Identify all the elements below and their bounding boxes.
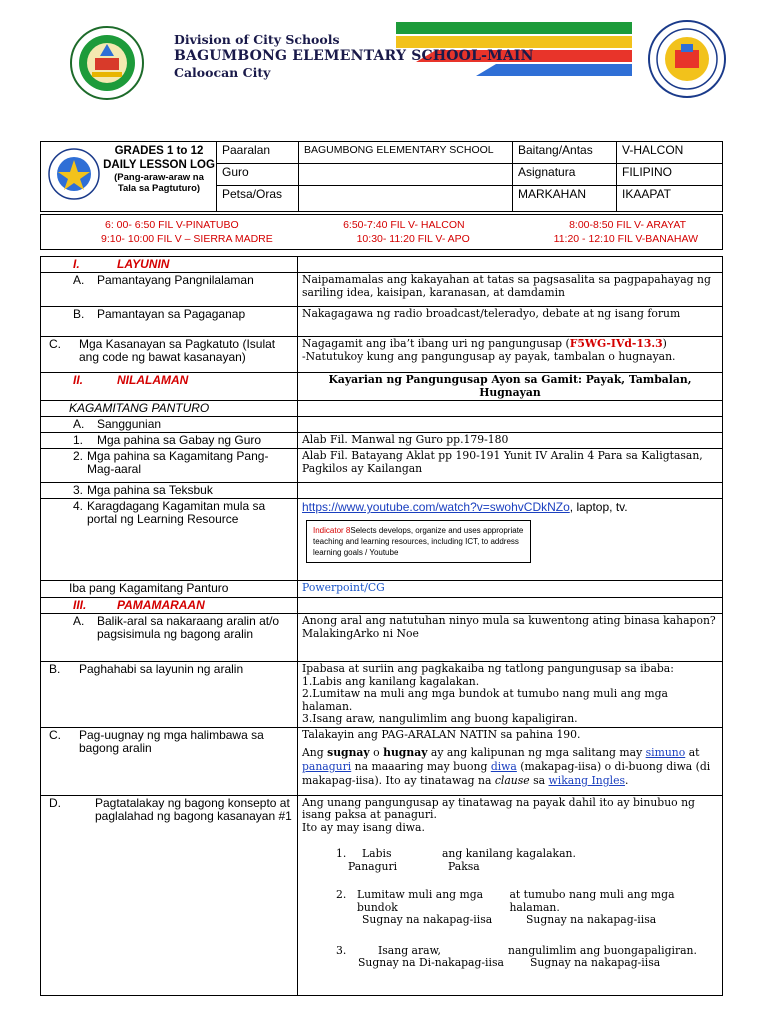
baitang-label: Baitang/Antas <box>513 142 617 164</box>
section-number: I. <box>73 257 80 271</box>
item-letter: D. <box>49 795 61 810</box>
youtube-link[interactable]: https://www.youtube.com/watch?v=swohvCDkNZo <box>302 500 570 514</box>
dll-header-table <box>40 141 723 212</box>
table-row <box>41 273 723 307</box>
indicator-key: Indicator 8 <box>313 525 351 535</box>
item-number: 4. <box>73 499 84 513</box>
schedule-slot: 8:00-8:50 FIL V- ARAYAT <box>569 219 686 231</box>
row-value <box>298 483 723 499</box>
dll-grades: GRADES 1 to 12 <box>114 145 204 157</box>
diwa-link[interactable]: diwa <box>490 760 517 773</box>
item-label: Pamantayan sa Pagaganap <box>97 307 246 321</box>
row-label <box>41 449 298 483</box>
text-run: . <box>625 774 629 787</box>
section-number: III. <box>73 598 87 612</box>
kasanayan-text-2: -Natutukoy kung ang pangungusap ay payak, tambalan o hugnayan. <box>302 349 676 363</box>
example-part-b: nangulimlim ang buongapaligiran. <box>508 943 697 957</box>
row-value: Powerpoint/CG <box>298 581 723 598</box>
kasanayan-paren: ) <box>662 337 667 350</box>
item-letter: A. <box>73 273 85 287</box>
item-label: Karagdagang Kagamitan mula sa portal ng Learning Resource <box>87 499 266 526</box>
example-2 <box>302 889 718 927</box>
list-item: 3.Isang araw, nangulimlim ang buong kapaligiran. <box>302 712 578 725</box>
table-row <box>41 662 723 728</box>
paghahabi-intro: Ipabasa at suriin ang pagkakaiba ng tatlong pangungusap sa ibaba: <box>302 662 674 675</box>
example-label-b: Sugnay na nakapag-iisa <box>526 913 657 926</box>
schedule-slot: 9:10- 10:00 FIL V – SIERRA MADRE <box>101 233 273 245</box>
example-label-b: Paksa <box>448 859 480 873</box>
row-label <box>41 257 298 273</box>
table-row <box>41 257 723 273</box>
list-item: 1.Labis ang kanilang kagalakan. <box>302 674 480 688</box>
item-label: Pag-uugnay ng mga halimbawa sa bagong aralin <box>79 727 264 755</box>
item-label: Mga pahina sa Kagamitang Pang-Mag-aaral <box>87 449 269 476</box>
row-label <box>41 598 298 614</box>
schedule-slot: 6:50-7:40 FIL V- HALCON <box>343 219 465 231</box>
text-run: na maaaring may buong <box>351 760 491 773</box>
schedule-row-2 <box>47 232 716 246</box>
example-3 <box>302 945 718 970</box>
pag-uugnay-intro: Talakayin ang PAG-ARALAN NATIN sa pahina 190. <box>302 727 581 741</box>
example-part-b: ang kanilang kagalakan. <box>442 847 576 860</box>
row-label: Iba pang Kagamitang Panturo <box>41 581 298 598</box>
dll-subtitle-1: (Pang-araw-araw na <box>114 172 204 183</box>
table-row <box>41 417 723 433</box>
row-value: Alab Fil. Batayang Aklat pp 190-191 Yunit IV Aralin 4 Para sa Kaligtasan, Pagkilos ay Kailangan <box>298 449 723 483</box>
table-row <box>41 373 723 401</box>
row-value: Naipamamalas ang kakayahan at tatas sa pagsasalita sa pagpapahayag ng sariling idea, kaisipan, karanasan, at damdamin <box>298 273 723 307</box>
item-letter: A. <box>73 417 85 431</box>
item-label: Balik-aral sa nakaraang aralin at/o pagsisimula ng bagong aralin <box>97 614 280 641</box>
table-row <box>41 483 723 499</box>
example-1 <box>302 848 718 873</box>
city-schools-seal-icon <box>648 20 726 98</box>
nilalaman-topic: Kayarian ng Pangungusap Ayon sa Gamit: Payak, Tambalan, Hugnayan <box>298 373 723 401</box>
example-label-b: Sugnay na nakapag-iisa <box>530 956 661 969</box>
item-letter: C. <box>49 337 61 351</box>
schedule-slot: 11:20 - 12:10 FIL V-BANAHAW <box>553 233 698 245</box>
dll-title-cell <box>41 142 217 212</box>
example-part-a: Labis <box>362 847 392 860</box>
item-label: Sanggunian <box>97 417 162 431</box>
row-label <box>41 337 298 373</box>
row-label <box>41 662 298 728</box>
table-row <box>41 307 723 337</box>
row-label <box>41 483 298 499</box>
table-row <box>41 337 723 373</box>
text-run: ay ang kalipunan ng mga salitang may <box>427 746 646 759</box>
schedule-cell <box>41 215 723 250</box>
row-label <box>41 373 298 401</box>
item-label: Mga pahina sa Gabay ng Guro <box>97 433 262 447</box>
table-row <box>41 598 723 614</box>
text-run: sa <box>529 774 549 787</box>
pagtatalakay-intro: Ang unang pangungusap ay tinatawag na payak dahil ito ay binubuo ng isang paksa at panaguri. <box>302 795 695 821</box>
row-label <box>41 499 298 581</box>
term-clause: clause <box>494 774 530 787</box>
dll-subtitle-2: Tala sa Pagtuturo) <box>117 183 201 194</box>
item-letter: B. <box>73 307 85 321</box>
lesson-log-table <box>40 256 723 996</box>
row-label <box>41 727 298 795</box>
table-row <box>41 401 723 417</box>
panaguri-link[interactable]: panaguri <box>302 760 352 773</box>
kasanayan-text: Nagagamit ang iba’t ibang uri ng pangungusap ( <box>302 337 570 350</box>
row-value <box>298 662 723 728</box>
text-run: Ang <box>302 746 328 759</box>
baitang-value: V-HALCON <box>617 142 723 164</box>
row-value <box>298 257 723 273</box>
dll-heading: DAILY LESSON LOG <box>103 159 215 171</box>
banner-title <box>174 32 534 81</box>
row-label <box>41 614 298 662</box>
term-hugnay: hugnay <box>383 746 428 759</box>
indicator-box <box>306 520 531 563</box>
item-letter: A. <box>73 614 85 628</box>
example-label-a: Sugnay na Di-nakapag-iisa <box>358 956 504 969</box>
indicator-text: Selects develops, organize and uses appropriate teaching and learning resources, including ICT, to address learning goals / Youtube <box>313 525 524 557</box>
row-label <box>41 417 298 433</box>
table-row <box>41 499 723 581</box>
table-row <box>41 614 723 662</box>
row-label <box>41 273 298 307</box>
pag-uugnay-paragraph <box>302 746 718 788</box>
school-name: BAGUMBONG ELEMENTARY SCHOOL-MAIN <box>174 48 534 64</box>
text-run: at <box>685 746 700 759</box>
petsa-value <box>299 186 513 212</box>
item-number: 2. <box>73 449 84 463</box>
paaralan-label: Paaralan <box>217 142 299 164</box>
schedule-table <box>40 214 723 250</box>
table-row <box>41 581 723 598</box>
row-value <box>298 337 723 373</box>
item-letter: C. <box>49 727 61 742</box>
row-label: KAGAMITANG PANTURO <box>41 401 298 417</box>
item-number: 3. <box>73 483 84 497</box>
text-run: o <box>369 746 384 759</box>
example-label-a: Sugnay na nakapag-iisa <box>362 913 493 926</box>
city-name: Caloocan City <box>174 65 271 80</box>
row-value: Nakagagawa ng radio broadcast/teleradyo, debate at ng isang forum <box>298 307 723 337</box>
row-label <box>41 795 298 995</box>
example-part-a: Isang araw, <box>378 943 441 957</box>
schedule-row-1 <box>47 218 716 232</box>
dll-title <box>103 144 215 194</box>
example-part-b: at tumubo nang muli ang mga halaman. <box>509 888 675 914</box>
competency-code: F5WG-IVd-13.3 <box>569 337 663 350</box>
wikang-ingles-link[interactable]: wikang Ingles <box>548 774 626 787</box>
row-value: Alab Fil. Manwal ng Guro pp.179-180 <box>298 433 723 449</box>
school-banner <box>40 18 730 104</box>
markahan-value: IKAAPAT <box>617 186 723 212</box>
section-title: NILALAMAN <box>117 373 189 387</box>
table-row <box>41 795 723 995</box>
row-label <box>41 433 298 449</box>
example-part-a: Lumitaw muli ang mga bundok <box>356 888 484 914</box>
example-label-a: Panaguri <box>348 859 398 873</box>
school-seal-icon <box>70 26 144 100</box>
row-value <box>298 401 723 417</box>
deped-seal-icon <box>48 148 100 200</box>
row-label <box>41 307 298 337</box>
simuno-link[interactable]: simuno <box>645 746 686 759</box>
schedule-slot: 6: 00- 6:50 FIL V-PINATUBO <box>105 219 239 231</box>
term-sugnay: sugnay <box>327 746 370 759</box>
text-run: (makapag-iisa) o di-buong diwa (di makapag-iisa). Ito ay tinatawag na <box>302 760 711 787</box>
asignatura-label: Asignatura <box>513 164 617 186</box>
petsa-label: Petsa/Oras <box>217 186 299 212</box>
guro-value <box>299 164 513 186</box>
section-number: II. <box>73 373 84 387</box>
example-number: 1. <box>336 847 347 860</box>
row-value <box>298 499 723 581</box>
section-title: LAYUNIN <box>117 257 170 271</box>
table-row <box>41 449 723 483</box>
row-value <box>298 417 723 433</box>
guro-label: Guro <box>217 164 299 186</box>
item-label: Mga Kasanayan sa Pagkatuto (Isulat ang code ng bawat kasanayan) <box>79 337 276 364</box>
list-item: 2.Lumitaw na muli ang mga bundok at tumubo nang muli ang mga halaman. <box>302 687 668 713</box>
item-label: Paghahabi sa layunin ng aralin <box>79 662 244 676</box>
row-value <box>298 727 723 795</box>
item-label: Mga pahina sa Teksbuk <box>87 483 213 497</box>
example-number: 2. <box>336 888 347 901</box>
markahan-label: MARKAHAN <box>513 186 617 212</box>
division-name: Division of City Schools <box>174 32 340 47</box>
item-letter: B. <box>49 662 61 676</box>
schedule-slot: 10:30- 11:20 FIL V- APO <box>356 233 470 245</box>
section-title: PAMAMARAAN <box>117 598 205 612</box>
asignatura-value: FILIPINO <box>617 164 723 186</box>
link-suffix: , laptop, tv. <box>569 500 628 514</box>
item-label: Pagtatalakay ng bagong konsepto at paglalahad ng bagong kasanayan #1 <box>95 795 292 823</box>
pagtatalakay-intro-2: Ito ay may isang diwa. <box>302 820 425 834</box>
table-row <box>41 433 723 449</box>
paaralan-value: BAGUMBONG ELEMENTARY SCHOOL <box>299 142 513 164</box>
item-label: Pamantayang Pangnilalaman <box>97 273 254 287</box>
example-number: 3. <box>336 943 347 957</box>
item-number: 1. <box>73 433 84 447</box>
row-value <box>298 795 723 995</box>
row-value: Anong aral ang natutuhan ninyo mula sa kuwentong ating binasa kahapon? MalakingArko ni Noe <box>298 614 723 662</box>
row-value <box>298 598 723 614</box>
table-row <box>41 727 723 795</box>
